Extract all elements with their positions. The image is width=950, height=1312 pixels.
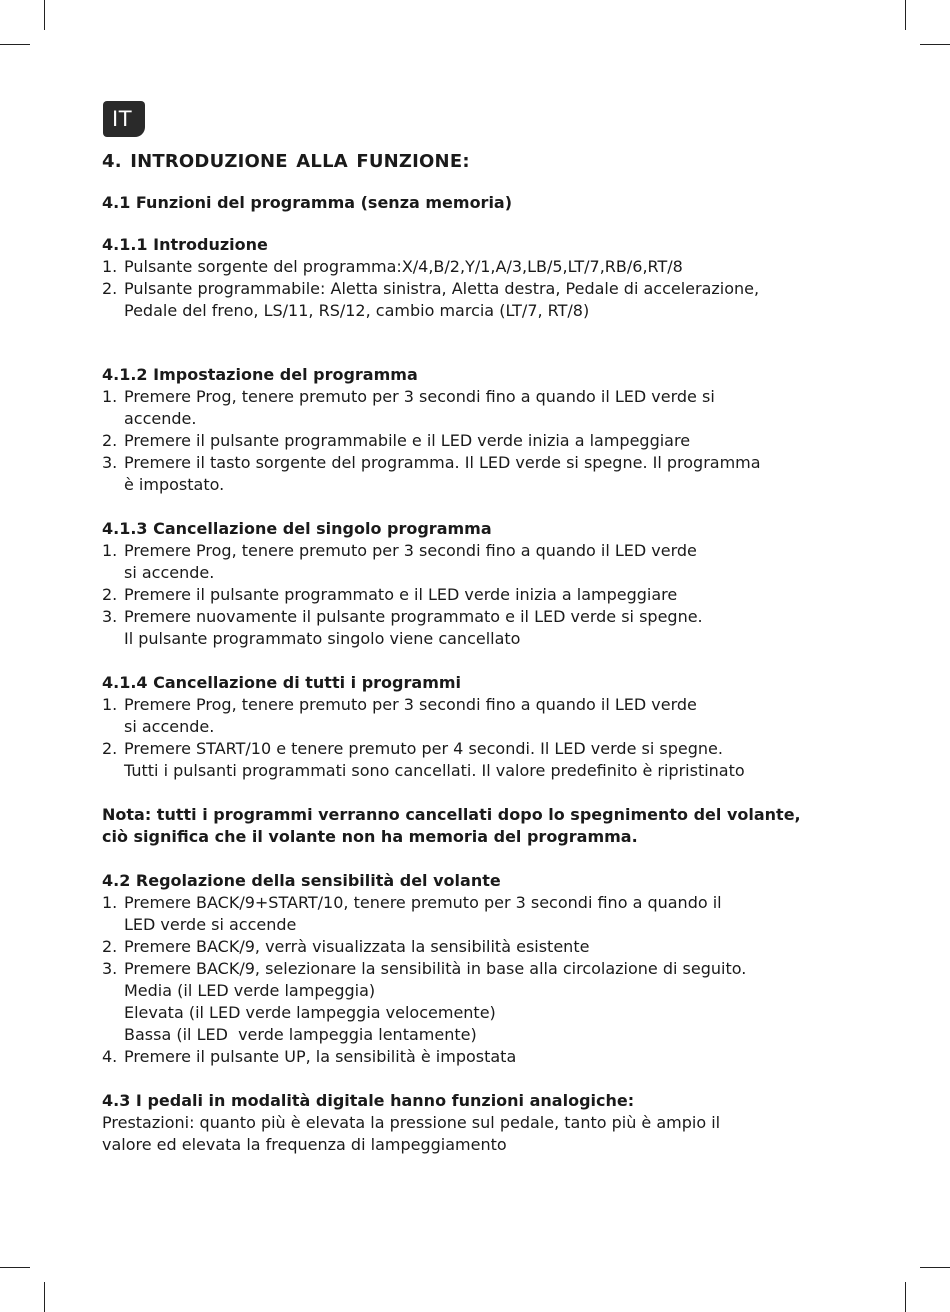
list-item (102, 738, 862, 782)
numbered-list (102, 540, 862, 650)
list-number: 2. (102, 937, 118, 956)
list-text-line: Premere il pulsante programmato e il LED verde inizia a lampeggiare (124, 585, 678, 604)
list-text (124, 278, 862, 322)
list-text-line: Premere il tasto sorgente del programma. Il LED verde si spegne. Il programma (124, 453, 761, 472)
section-heading-4-1: 4.1 Funzioni del programma (senza memoria) (102, 193, 513, 212)
numbered-list (102, 386, 862, 496)
list-item (102, 958, 862, 1046)
list-text-line: Premere nuovamente il pulsante programmato e il LED verde si spegne. (124, 607, 703, 626)
list-number: 3. (102, 959, 118, 978)
document-body (102, 149, 862, 1178)
list-text-line: Media (il LED verde lampeggia) (124, 981, 376, 1000)
list-item (102, 386, 862, 430)
list-text-line: accende. (124, 409, 197, 428)
language-tag: IT (103, 101, 145, 137)
numbered-list (102, 694, 862, 782)
list-text (124, 386, 862, 430)
subsection-heading-4-1-4: 4.1.4 Cancellazione di tutti i programmi (102, 673, 462, 692)
list-item (102, 936, 862, 958)
crop-mark (905, 0, 906, 30)
list-text-line: Pulsante sorgente del programma:X/4,B/2,Y/1,A/3,LB/5,LT/7,RB/6,RT/8 (124, 257, 683, 276)
list-text (124, 936, 862, 958)
list-text (124, 606, 862, 650)
list-item (102, 606, 862, 650)
subsection-heading-4-1-3: 4.1.3 Cancellazione del singolo programma (102, 519, 492, 538)
list-text-line: LED verde si accende (124, 915, 297, 934)
list-number: 4. (102, 1047, 118, 1066)
crop-mark (0, 44, 30, 45)
list-text-line: Pulsante programmabile: Aletta sinistra, Aletta destra, Pedale di accelerazione, (124, 279, 760, 298)
list-item (102, 452, 862, 496)
subsection-heading-4-1-1: 4.1.1 Introduzione (102, 235, 268, 254)
paragraph-line: valore ed elevata la frequenza di lampeggiamento (102, 1135, 507, 1154)
numbered-list (102, 256, 862, 322)
paragraph-line: Prestazioni: quanto più è elevata la pressione sul pedale, tanto più è ampio il (102, 1113, 721, 1132)
page-title: 4. INTRODUZIONE ALLA FUNZIONE: (102, 151, 470, 172)
list-item (102, 430, 862, 452)
section-4-3 (102, 1090, 862, 1156)
list-number: 1. (102, 387, 118, 406)
list-item (102, 892, 862, 936)
list-text (124, 958, 862, 1046)
list-text (124, 892, 862, 936)
list-text-line: si accende. (124, 563, 215, 582)
section-4-1-1 (102, 234, 862, 322)
crop-mark (44, 0, 45, 30)
list-text-line: Premere BACK/9, verrà visualizzata la sensibilità esistente (124, 937, 590, 956)
list-item (102, 1046, 862, 1068)
list-text (124, 256, 862, 278)
list-text (124, 430, 862, 452)
list-text-line: Bassa (il LED verde lampeggia lentamente) (124, 1025, 477, 1044)
list-text (124, 694, 862, 738)
crop-mark (920, 1267, 950, 1268)
list-number: 1. (102, 695, 118, 714)
list-text-line: Elevata (il LED verde lampeggia velocemente) (124, 1003, 496, 1022)
list-text-line: Premere BACK/9+START/10, tenere premuto per 3 secondi fino a quando il (124, 893, 722, 912)
list-number: 2. (102, 585, 118, 604)
list-text-line: Premere START/10 e tenere premuto per 4 secondi. Il LED verde si spegne. (124, 739, 723, 758)
paragraph (102, 1112, 862, 1156)
crop-mark (920, 44, 950, 45)
list-number: 2. (102, 431, 118, 450)
list-text (124, 1046, 862, 1068)
list-text-line: si accende. (124, 717, 215, 736)
note-line: Nota: tutti i programmi verranno cancellati dopo lo spegnimento del volante, (102, 805, 801, 824)
list-number: 1. (102, 893, 118, 912)
section-4-1-2 (102, 364, 862, 496)
list-item (102, 256, 862, 278)
section-heading-4-2: 4.2 Regolazione della sensibilità del volante (102, 871, 501, 890)
subsection-heading-4-1-2: 4.1.2 Impostazione del programma (102, 365, 418, 384)
list-text-line: Premere BACK/9, selezionare la sensibilità in base alla circolazione di seguito. (124, 959, 747, 978)
list-item (102, 540, 862, 584)
note-line: ciò significa che il volante non ha memoria del programma. (102, 827, 638, 846)
list-text-line: Premere il pulsante programmabile e il LED verde inizia a lampeggiare (124, 431, 691, 450)
list-number: 2. (102, 279, 118, 298)
list-number: 3. (102, 607, 118, 626)
list-text (124, 738, 862, 782)
list-text-line: Premere Prog, tenere premuto per 3 secondi fino a quando il LED verde (124, 541, 697, 560)
list-number: 1. (102, 541, 118, 560)
list-number: 1. (102, 257, 118, 276)
list-number: 3. (102, 453, 118, 472)
note-paragraph (102, 804, 862, 848)
list-text (124, 452, 862, 496)
list-text-line: Premere Prog, tenere premuto per 3 secondi fino a quando il LED verde si (124, 387, 715, 406)
crop-mark (0, 1267, 30, 1268)
list-text-line: Pedale del freno, LS/11, RS/12, cambio marcia (LT/7, RT/8) (124, 301, 590, 320)
list-number: 2. (102, 739, 118, 758)
list-item (102, 278, 862, 322)
numbered-list (102, 892, 862, 1068)
list-text-line: Il pulsante programmato singolo viene cancellato (124, 629, 521, 648)
list-text-line: Premere Prog, tenere premuto per 3 secondi fino a quando il LED verde (124, 695, 697, 714)
list-text-line: Tutti i pulsanti programmati sono cancellati. Il valore predefinito è ripristinato (124, 761, 745, 780)
crop-mark (44, 1282, 45, 1312)
crop-mark (905, 1282, 906, 1312)
section-4-2 (102, 870, 862, 1068)
list-text (124, 540, 862, 584)
section-4-1-4 (102, 672, 862, 782)
list-text-line: è impostato. (124, 475, 225, 494)
list-item (102, 584, 862, 606)
section-4-1-3 (102, 518, 862, 650)
list-text-line: Premere il pulsante UP, la sensibilità è impostata (124, 1047, 517, 1066)
section-heading-4-3: 4.3 I pedali in modalità digitale hanno funzioni analogiche: (102, 1091, 635, 1110)
list-item (102, 694, 862, 738)
list-text (124, 584, 862, 606)
